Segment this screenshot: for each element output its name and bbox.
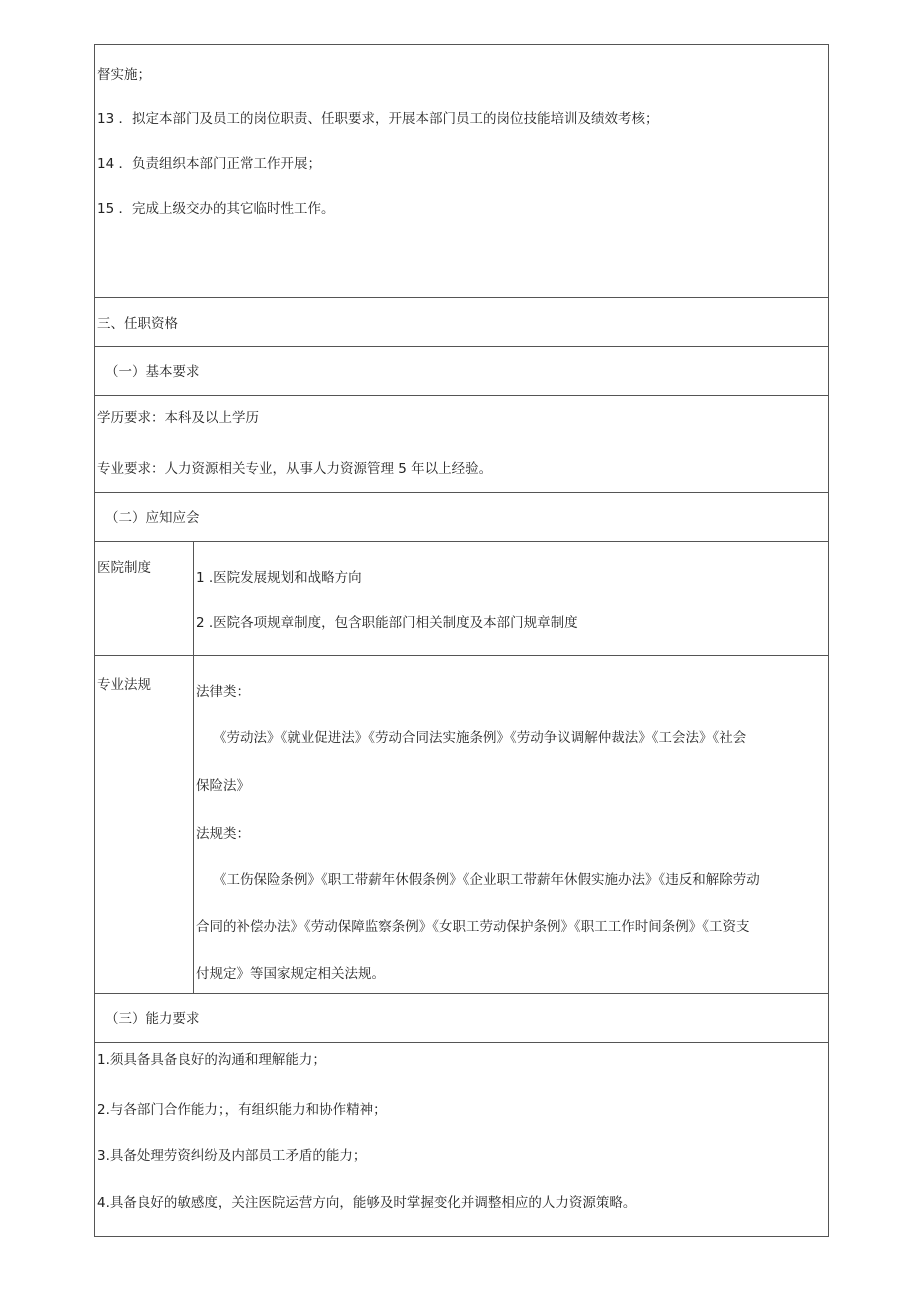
- column-divider: [193, 542, 194, 655]
- duty-item-14: 14 ．负责组织本部门正常工作开展；: [97, 156, 321, 172]
- regulation-list-line-2: 合同的补偿办法》《劳动保障监察条例》《女职工劳动保护条例》《职工工作时间条例》《工资支: [196, 919, 750, 935]
- basic-requirements-heading-row: [95, 347, 828, 396]
- ability-item-3: 3.具备处理劳资纠纷及内部员工矛盾的能力；: [97, 1148, 367, 1164]
- qualifications-heading: 三、任职资格: [97, 316, 178, 332]
- job-description-table: [94, 44, 829, 1237]
- law-list-line-1: 《劳动法》《就业促进法》《劳动合同法实施条例》《劳动争议调解仲裁法》《工会法》《社会: [213, 730, 747, 746]
- hospital-rules-item-1: 1 .医院发展规划和战略方向: [196, 570, 362, 586]
- hospital-rules-row: [95, 542, 828, 656]
- regulation-list-line-3: 付规定》等国家规定相关法规。: [196, 966, 385, 982]
- basic-requirements-content: [95, 396, 828, 493]
- hospital-rules-label: 医院制度: [97, 560, 151, 576]
- duty-item-13: 13 ．拟定本部门及员工的岗位职责、任职要求，开展本部门员工的岗位技能培训及绩效考核；: [97, 111, 659, 127]
- basic-requirements-heading: （一）基本要求: [105, 364, 200, 380]
- duty-continuation: 督实施；: [97, 67, 151, 83]
- law-list-line-2: 保险法》: [196, 778, 250, 794]
- duties-section: [95, 45, 828, 298]
- knowledge-heading: （二）应知应会: [105, 510, 200, 526]
- ability-content: [95, 1043, 828, 1238]
- ability-item-2: 2.与各部门合作能力；，有组织能力和协作精神；: [97, 1102, 387, 1118]
- ability-item-4: 4.具备良好的敏感度，关注医院运营方向，能够及时掌握变化并调整相应的人力资源策略。: [97, 1195, 637, 1211]
- ability-heading-row: [95, 994, 828, 1043]
- ability-heading: （三）能力要求: [105, 1011, 200, 1027]
- qualifications-heading-row: [95, 298, 828, 347]
- knowledge-heading-row: [95, 493, 828, 542]
- ability-item-1: 1.须具备具备良好的沟通和理解能力；: [97, 1052, 326, 1068]
- regulation-list-line-1: 《工伤保险条例》《职工带薪年休假条例》《企业职工带薪年休假实施办法》《违反和解除劳动: [213, 872, 760, 888]
- regulation-category-title: 法规类：: [196, 826, 250, 842]
- law-category-title: 法律类：: [196, 684, 250, 700]
- education-requirement: 学历要求：本科及以上学历: [97, 410, 259, 426]
- hospital-rules-item-2: 2 .医院各项规章制度，包含职能部门相关制度及本部门规章制度: [196, 615, 578, 631]
- professional-laws-row: [95, 656, 828, 994]
- major-requirement: 专业要求：人力资源相关专业，从事人力资源管理 5 年以上经验。: [97, 461, 493, 477]
- column-divider: [193, 656, 194, 993]
- duty-item-15: 15 ．完成上级交办的其它临时性工作。: [97, 201, 335, 217]
- professional-laws-label: 专业法规: [97, 677, 151, 693]
